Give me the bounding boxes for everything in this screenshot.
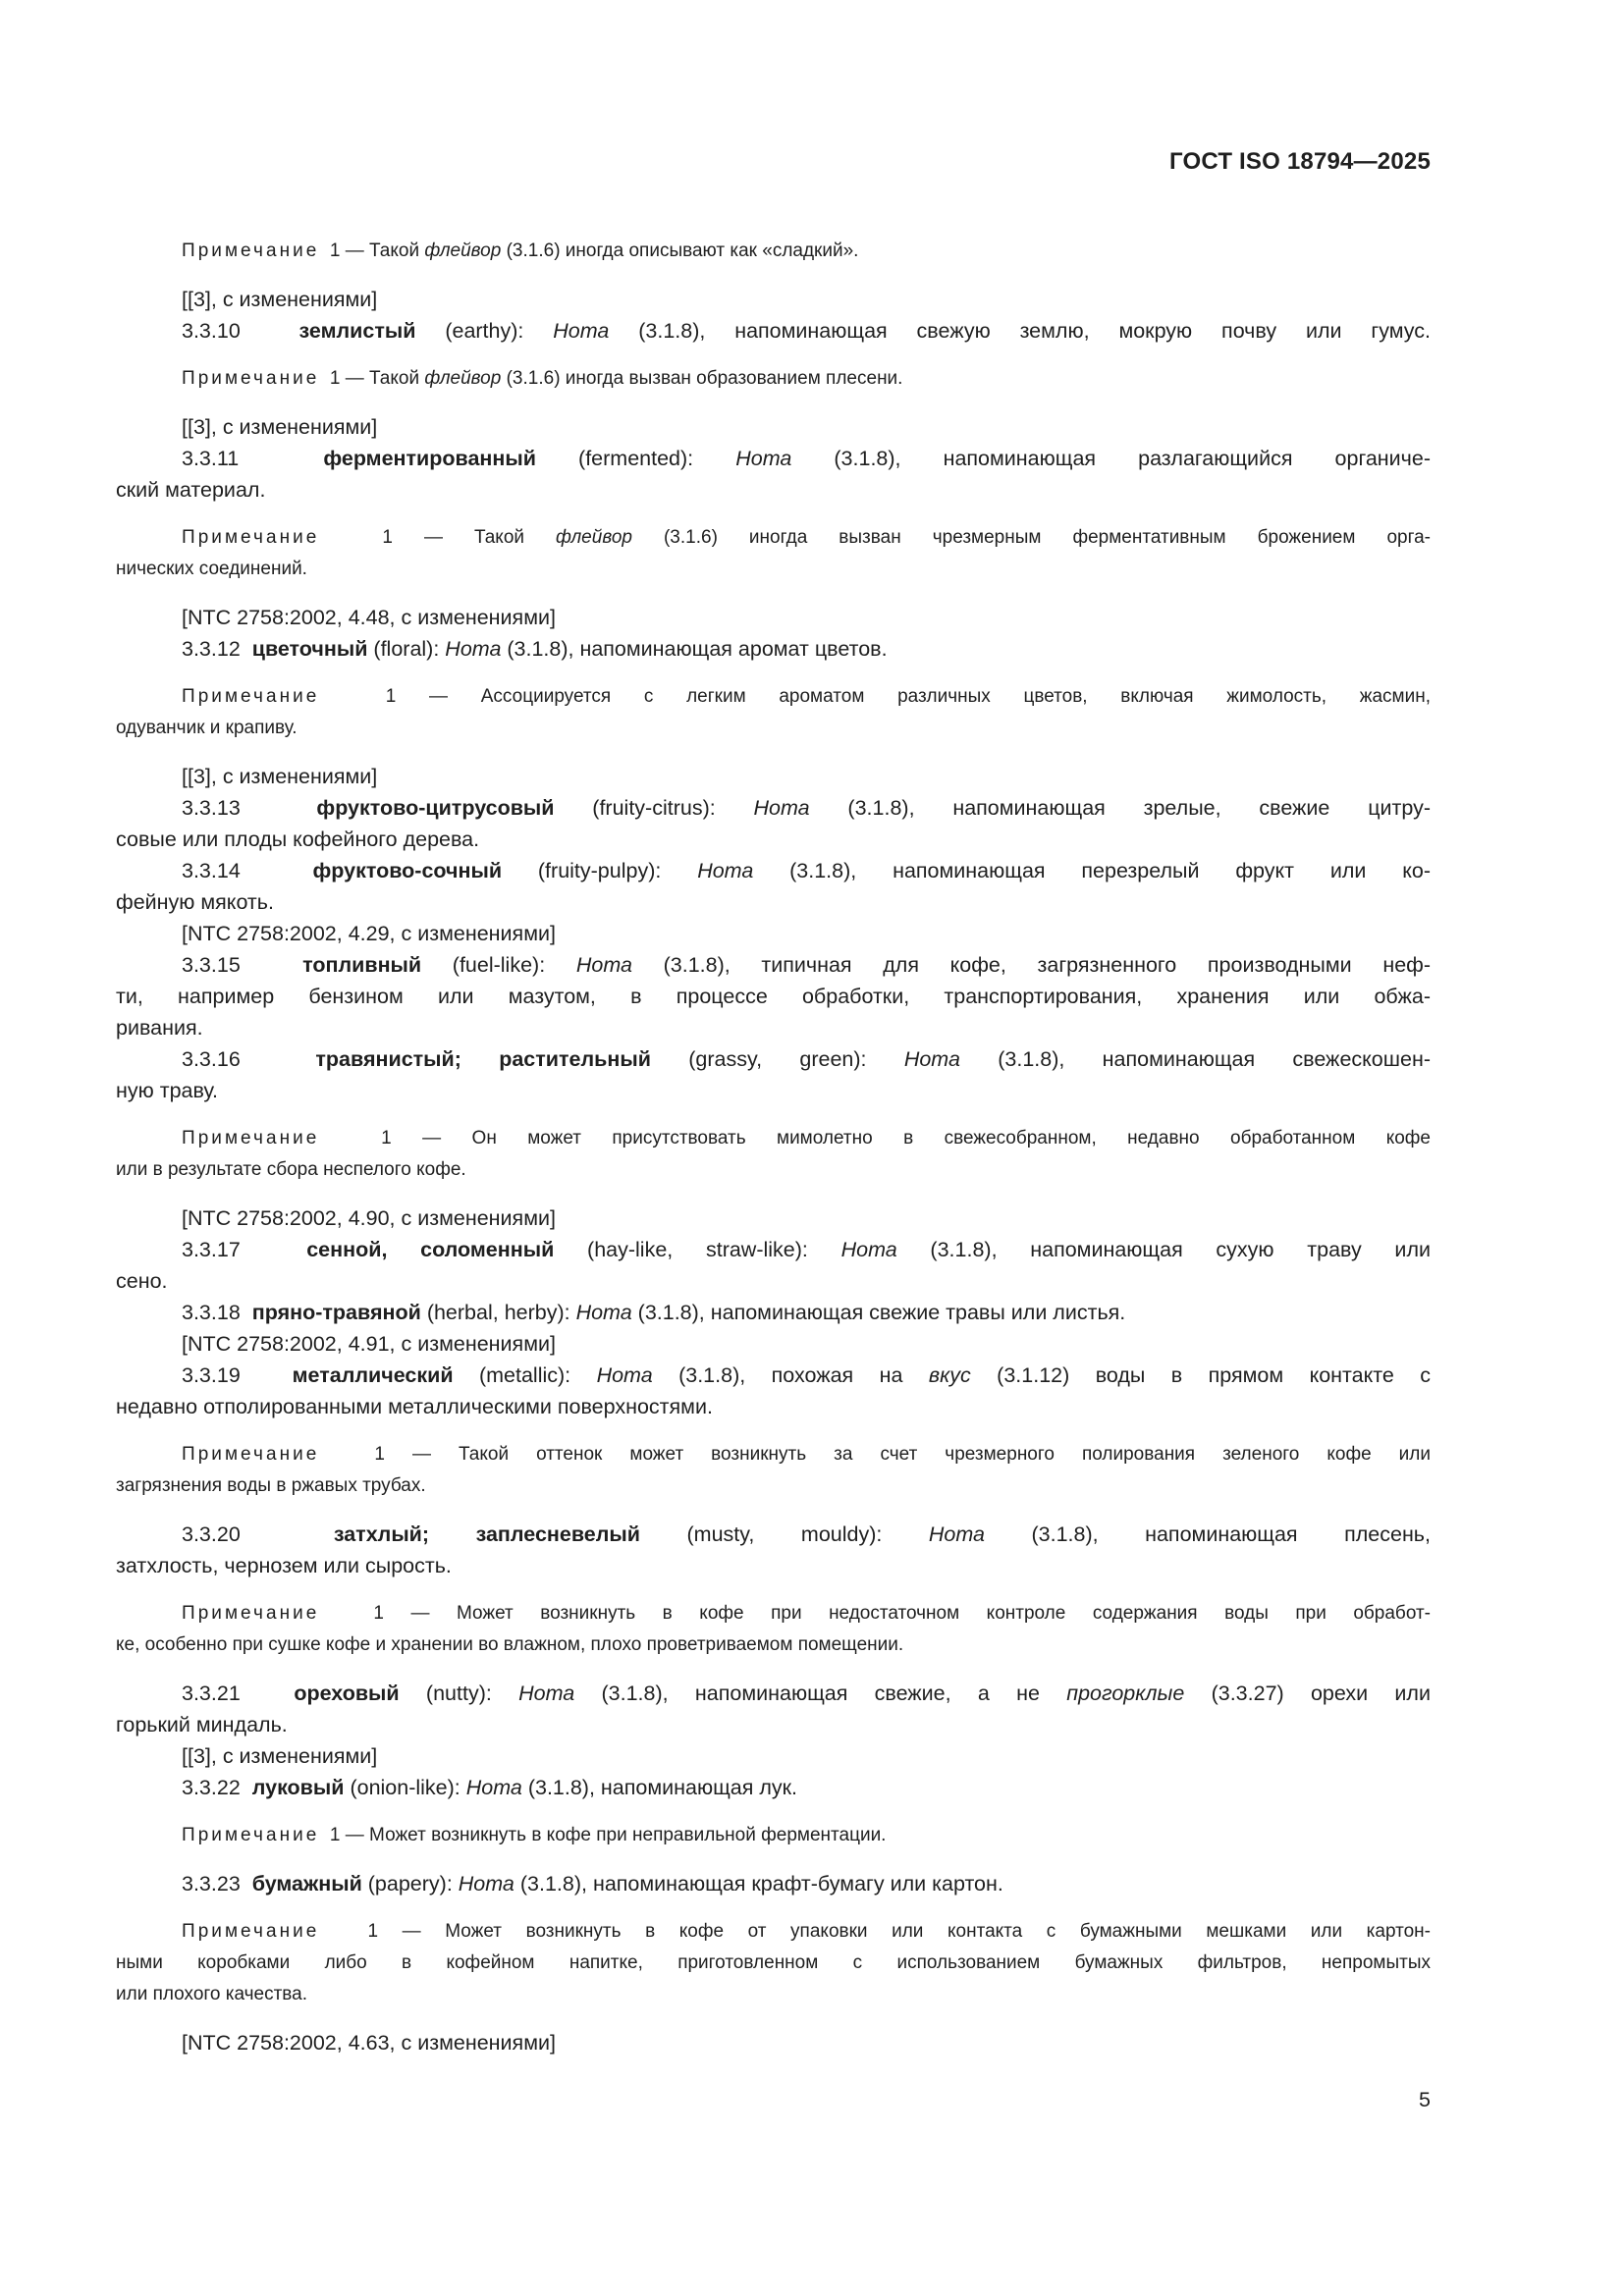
source-reference bbox=[116, 602, 1431, 633]
note-paragraph bbox=[116, 1916, 1431, 2010]
text-run: (grassy, green): bbox=[650, 1047, 904, 1071]
text-run: пряно-травяной bbox=[251, 1301, 421, 1324]
text-line bbox=[116, 1439, 1431, 1470]
text-run: Нота bbox=[697, 859, 754, 882]
text-run: фруктово-сочный bbox=[312, 859, 503, 882]
text-line bbox=[116, 315, 1431, 347]
text-line bbox=[116, 1948, 1431, 1979]
text-line bbox=[116, 1202, 1431, 1234]
text-run: Нота bbox=[518, 1682, 575, 1705]
text-run: (3.1.8), напоминающая аромат цветов. bbox=[501, 637, 888, 661]
text-line bbox=[116, 981, 1431, 1012]
text-run: (3.1.6) иногда описывают как «сладкий». bbox=[501, 240, 859, 261]
text-line bbox=[116, 886, 1431, 918]
text-run: 1 — Может возникнуть в кофе при неправильной ферментации. bbox=[319, 1825, 887, 1845]
text-run: (3.1.8), напоминающая разлагающийся органиче- bbox=[791, 447, 1431, 470]
text-line bbox=[116, 633, 1431, 665]
text-line bbox=[116, 1772, 1431, 1803]
note-label: Примечание bbox=[182, 527, 320, 548]
text-line bbox=[116, 1297, 1431, 1328]
text-run: 1 — Такой bbox=[319, 527, 557, 548]
text-run: 3.3.20 bbox=[182, 1522, 334, 1546]
text-run: 3.3.17 bbox=[182, 1238, 307, 1261]
text-run: фруктово-цитрусовый bbox=[316, 796, 555, 820]
term-paragraph bbox=[116, 315, 1431, 347]
note-paragraph bbox=[116, 1598, 1431, 1661]
text-run: Нота bbox=[458, 1872, 514, 1896]
text-run: флейвор bbox=[556, 527, 632, 548]
text-run: 3.3.12 bbox=[182, 637, 252, 661]
source-reference bbox=[116, 284, 1431, 315]
text-run: (herbal, herby): bbox=[420, 1301, 576, 1324]
text-run: затхлый; заплесневелый bbox=[333, 1522, 640, 1546]
text-run: Нота bbox=[840, 1238, 897, 1261]
text-line bbox=[116, 1979, 1431, 2010]
note-paragraph bbox=[116, 1439, 1431, 1502]
text-run: ривания. bbox=[116, 1016, 203, 1040]
text-line bbox=[116, 761, 1431, 792]
text-run: (3.1.8), напоминающая плесень, bbox=[984, 1522, 1431, 1546]
document-header: ГОСТ ISO 18794—2025 bbox=[1169, 148, 1431, 175]
source-reference bbox=[116, 1328, 1431, 1360]
text-line bbox=[116, 1709, 1431, 1740]
text-line bbox=[116, 824, 1431, 855]
note-label: Примечание bbox=[182, 240, 320, 261]
text-line bbox=[116, 1868, 1431, 1899]
text-run: Нота bbox=[575, 953, 632, 977]
text-run: луковый bbox=[251, 1776, 345, 1799]
source-reference bbox=[116, 1202, 1431, 1234]
text-run: (3.1.8), напоминающая зрелые, свежие цитру- bbox=[809, 796, 1431, 820]
term-paragraph bbox=[116, 1868, 1431, 1899]
text-run: нических соединений. bbox=[116, 559, 307, 579]
text-run: (onion-like): bbox=[344, 1776, 466, 1799]
text-line bbox=[116, 443, 1431, 474]
text-run: 3.3.21 bbox=[182, 1682, 295, 1705]
text-line bbox=[116, 1360, 1431, 1391]
text-run: (hay-like, straw-like): bbox=[554, 1238, 841, 1261]
term-paragraph bbox=[116, 443, 1431, 506]
text-run: Нота bbox=[928, 1522, 985, 1546]
term-paragraph bbox=[116, 949, 1431, 1043]
note-paragraph bbox=[116, 1820, 1431, 1851]
text-run: (floral): bbox=[367, 637, 446, 661]
text-run: (papery): bbox=[361, 1872, 459, 1896]
text-run: 3.3.22 bbox=[182, 1776, 252, 1799]
text-line bbox=[116, 918, 1431, 949]
text-run: 3.3.13 bbox=[182, 796, 317, 820]
text-run: (3.1.8), напоминающая крафт-бумагу или картон. bbox=[514, 1872, 1003, 1896]
text-line bbox=[116, 602, 1431, 633]
text-run: [[3], с изменениями] bbox=[182, 765, 378, 788]
text-run: Нота bbox=[735, 447, 792, 470]
text-line bbox=[116, 363, 1431, 395]
text-run: Нота bbox=[596, 1363, 653, 1387]
text-line bbox=[116, 411, 1431, 443]
note-paragraph bbox=[116, 1123, 1431, 1186]
text-run: бумажный bbox=[251, 1872, 362, 1896]
text-run: [[3], с изменениями] bbox=[182, 288, 378, 311]
text-run: (fruity-pulpy): bbox=[502, 859, 698, 882]
term-paragraph bbox=[116, 633, 1431, 665]
text-line bbox=[116, 474, 1431, 506]
text-line bbox=[116, 1678, 1431, 1709]
text-run: одуванчик и крапиву. bbox=[116, 718, 298, 738]
content bbox=[116, 177, 1431, 2058]
text-run: (musty, mouldy): bbox=[640, 1522, 929, 1546]
text-run: [NTC 2758:2002, 4.29, с изменениями] bbox=[182, 922, 556, 945]
text-run: 3.3.16 bbox=[182, 1047, 316, 1071]
text-line bbox=[116, 1629, 1431, 1661]
text-run: недавно отполированными металлическими поверхностями. bbox=[116, 1395, 713, 1418]
source-reference bbox=[116, 1740, 1431, 1772]
text-run: топливный bbox=[302, 953, 422, 977]
text-line bbox=[116, 1043, 1431, 1075]
text-run: 1 — Он может присутствовать мимолетно в свежесобранном, недавно обработанном кофе bbox=[319, 1128, 1431, 1148]
text-line bbox=[116, 1740, 1431, 1772]
text-run: фейную мякоть. bbox=[116, 890, 274, 914]
text-run: ти, например бензином или мазутом, в процессе обработки, транспортирования, хранения или обжа- bbox=[116, 985, 1431, 1008]
text-run: [[3], с изменениями] bbox=[182, 415, 378, 439]
note-label: Примечание bbox=[182, 1921, 320, 1942]
text-run: ными коробками либо в кофейном напитке, приготовленном с использованием бумажных фильтров, непромытых bbox=[116, 1952, 1431, 1973]
text-run: прогорклые bbox=[1066, 1682, 1185, 1705]
text-run: 1 — Может возникнуть в кофе при недостаточном контроле содержания воды при обработ- bbox=[319, 1603, 1431, 1624]
text-line bbox=[116, 1123, 1431, 1154]
text-run: 3.3.18 bbox=[182, 1301, 252, 1324]
text-line bbox=[116, 2027, 1431, 2058]
text-run: 1 — Ассоциируется с легким ароматом различных цветов, включая жимолость, жасмин, bbox=[319, 686, 1431, 707]
text-line bbox=[116, 1391, 1431, 1422]
text-run: 3.3.23 bbox=[182, 1872, 252, 1896]
term-paragraph bbox=[116, 1519, 1431, 1581]
note-label: Примечание bbox=[182, 1128, 320, 1148]
note-label: Примечание bbox=[182, 368, 320, 389]
text-run: ке, особенно при сушке кофе и хранении во влажном, плохо проветриваемом помещении. bbox=[116, 1634, 904, 1655]
text-run: затхлость, чернозем или сырость. bbox=[116, 1554, 452, 1577]
text-run: (3.1.8), напоминающая свежие травы или листья. bbox=[631, 1301, 1126, 1324]
text-run: (fermented): bbox=[535, 447, 736, 470]
text-line bbox=[116, 1154, 1431, 1186]
text-run: Нота bbox=[553, 319, 610, 343]
term-paragraph bbox=[116, 792, 1431, 855]
text-line bbox=[116, 1265, 1431, 1297]
text-run: сено. bbox=[116, 1269, 168, 1293]
text-run: [NTC 2758:2002, 4.63, с изменениями] bbox=[182, 2031, 556, 2055]
text-run: Нота bbox=[575, 1301, 632, 1324]
term-paragraph bbox=[116, 1360, 1431, 1422]
text-line bbox=[116, 681, 1431, 713]
text-run: или в результате сбора неспелого кофе. bbox=[116, 1159, 466, 1180]
note-label: Примечание bbox=[182, 1444, 320, 1465]
text-run: травянистый; растительный bbox=[315, 1047, 651, 1071]
text-run: флейвор bbox=[424, 368, 502, 389]
text-run: Нота bbox=[753, 796, 810, 820]
text-run: 1 — Такой bbox=[319, 368, 425, 389]
text-line bbox=[116, 284, 1431, 315]
text-run: ореховый bbox=[294, 1682, 400, 1705]
text-run: цветочный bbox=[251, 637, 368, 661]
text-line bbox=[116, 554, 1431, 585]
text-run: совые или плоды кофейного дерева. bbox=[116, 828, 480, 851]
text-run: (3.1.8), напоминающая свежие, а не bbox=[574, 1682, 1067, 1705]
text-run: (nutty): bbox=[399, 1682, 519, 1705]
text-run: (3.1.8), напоминающая лук. bbox=[521, 1776, 798, 1799]
text-run: ский материал. bbox=[116, 478, 266, 502]
term-paragraph bbox=[116, 1772, 1431, 1803]
text-run: [NTC 2758:2002, 4.91, с изменениями] bbox=[182, 1332, 556, 1356]
text-run: 1 — Может возникнуть в кофе от упаковки или контакта с бумажными мешками или картон- bbox=[319, 1921, 1431, 1942]
text-line bbox=[116, 1519, 1431, 1550]
note-label: Примечание bbox=[182, 1603, 320, 1624]
text-line bbox=[116, 1820, 1431, 1851]
text-run: (earthy): bbox=[415, 319, 554, 343]
text-run: металлический bbox=[292, 1363, 454, 1387]
text-run: горький миндаль. bbox=[116, 1713, 288, 1736]
text-run: Нота bbox=[903, 1047, 960, 1071]
text-line bbox=[116, 1550, 1431, 1581]
text-run: (metallic): bbox=[453, 1363, 597, 1387]
text-line bbox=[116, 1470, 1431, 1502]
note-paragraph bbox=[116, 363, 1431, 395]
source-reference bbox=[116, 761, 1431, 792]
text-run: сенной, соломенный bbox=[306, 1238, 555, 1261]
text-run: [[3], с изменениями] bbox=[182, 1744, 378, 1768]
text-line bbox=[116, 713, 1431, 744]
term-paragraph bbox=[116, 855, 1431, 918]
text-run: 1 — Такой bbox=[319, 240, 425, 261]
text-run: флейвор bbox=[424, 240, 502, 261]
text-line bbox=[116, 1075, 1431, 1106]
text-run: (3.1.8), напоминающая перезрелый фрукт или ко- bbox=[753, 859, 1431, 882]
text-line bbox=[116, 522, 1431, 554]
text-line bbox=[116, 1012, 1431, 1043]
text-run: (3.1.8), напоминающая сухую траву или bbox=[896, 1238, 1431, 1261]
text-run: (3.1.6) иногда вызван образованием плесени. bbox=[501, 368, 903, 389]
text-line bbox=[116, 236, 1431, 267]
text-line bbox=[116, 792, 1431, 824]
text-line bbox=[116, 1598, 1431, 1629]
term-paragraph bbox=[116, 1234, 1431, 1297]
term-paragraph bbox=[116, 1297, 1431, 1328]
text-line bbox=[116, 949, 1431, 981]
text-run: вкус bbox=[928, 1363, 971, 1387]
text-run: ную траву. bbox=[116, 1079, 219, 1102]
text-run: загрязнения воды в ржавых трубах. bbox=[116, 1475, 426, 1496]
term-paragraph bbox=[116, 1678, 1431, 1740]
source-reference bbox=[116, 918, 1431, 949]
text-line bbox=[116, 855, 1431, 886]
text-run: 3.3.10 bbox=[182, 319, 299, 343]
source-reference bbox=[116, 2027, 1431, 2058]
text-run: или плохого качества. bbox=[116, 1984, 308, 2004]
text-run: 1 — Такой оттенок может возникнуть за счет чрезмерного полирования зеленого кофе или bbox=[319, 1444, 1431, 1465]
note-paragraph bbox=[116, 236, 1431, 267]
text-run: (3.1.12) воды в прямом контакте с bbox=[970, 1363, 1431, 1387]
text-run: [NTC 2758:2002, 4.90, с изменениями] bbox=[182, 1206, 556, 1230]
text-run: (3.1.8), похожая на bbox=[652, 1363, 929, 1387]
text-run: 3.3.19 bbox=[182, 1363, 293, 1387]
text-run: (3.1.8), типичная для кофе, загрязненного производными неф- bbox=[631, 953, 1431, 977]
text-run: (3.1.6) иногда вызван чрезмерным ферментативным брожением орга- bbox=[631, 527, 1431, 548]
text-run: 3.3.11 bbox=[182, 447, 324, 470]
page-number: 5 bbox=[1419, 2088, 1431, 2111]
text-run: Нота bbox=[445, 637, 502, 661]
text-run: ферментированный bbox=[323, 447, 536, 470]
text-run: (3.1.8), напоминающая свежую землю, мокрую почву или гумус. bbox=[609, 319, 1431, 343]
text-run: (3.1.8), напоминающая свежескошен- bbox=[959, 1047, 1431, 1071]
text-run: Нота bbox=[465, 1776, 522, 1799]
text-run: 3.3.15 bbox=[182, 953, 303, 977]
note-paragraph bbox=[116, 681, 1431, 744]
text-run: (3.3.27) орехи или bbox=[1184, 1682, 1431, 1705]
text-line bbox=[116, 1328, 1431, 1360]
text-run: [NTC 2758:2002, 4.48, с изменениями] bbox=[182, 606, 556, 629]
text-run: 3.3.14 bbox=[182, 859, 313, 882]
text-run: (fruity-citrus): bbox=[554, 796, 754, 820]
term-paragraph bbox=[116, 1043, 1431, 1106]
source-reference bbox=[116, 411, 1431, 443]
text-line bbox=[116, 1916, 1431, 1948]
text-run: (fuel-like): bbox=[421, 953, 576, 977]
text-line bbox=[116, 1234, 1431, 1265]
text-run: землистый bbox=[298, 319, 416, 343]
note-label: Примечание bbox=[182, 686, 320, 707]
note-label: Примечание bbox=[182, 1825, 320, 1845]
note-paragraph bbox=[116, 522, 1431, 585]
